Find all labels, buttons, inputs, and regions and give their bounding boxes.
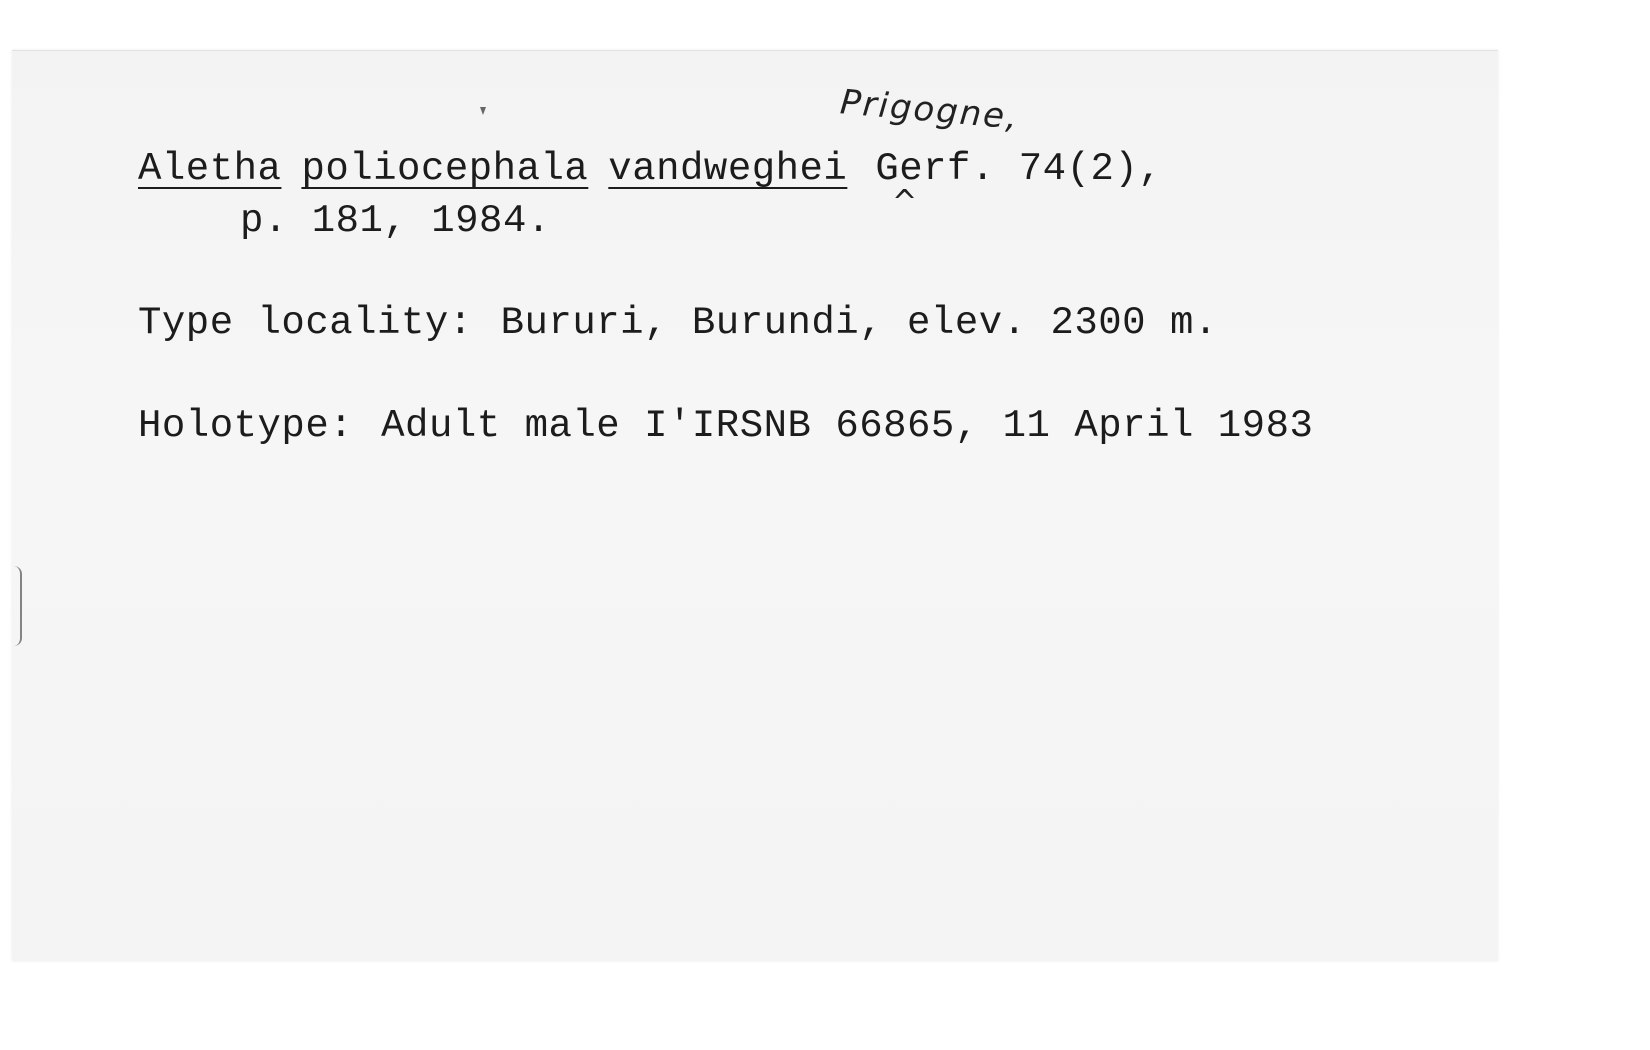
genus-name: Aletha	[138, 147, 282, 191]
type-locality-value: Bururi, Burundi, elev. 2300 m.	[500, 301, 1218, 345]
holotype-value: Adult male I'IRSNB 66865, 11 April 1983	[381, 404, 1314, 448]
holotype-line	[138, 404, 1314, 448]
species-name: poliocephala	[301, 147, 589, 191]
type-locality-label: Type locality:	[138, 301, 473, 345]
holotype-label: Holotype:	[138, 404, 354, 448]
insertion-caret: ^	[892, 183, 918, 222]
journal-reference: Gerf. 74(2),	[875, 147, 1163, 191]
card-edge-mark	[14, 566, 22, 646]
punch-mark	[480, 107, 486, 115]
citation-line-1	[138, 147, 1163, 191]
subspecies-name: vandweghei	[608, 147, 848, 191]
type-locality-line	[138, 301, 1218, 345]
citation-line-2: p. 181, 1984.	[240, 199, 551, 243]
handwritten-author: Prigogne,	[838, 82, 1021, 138]
